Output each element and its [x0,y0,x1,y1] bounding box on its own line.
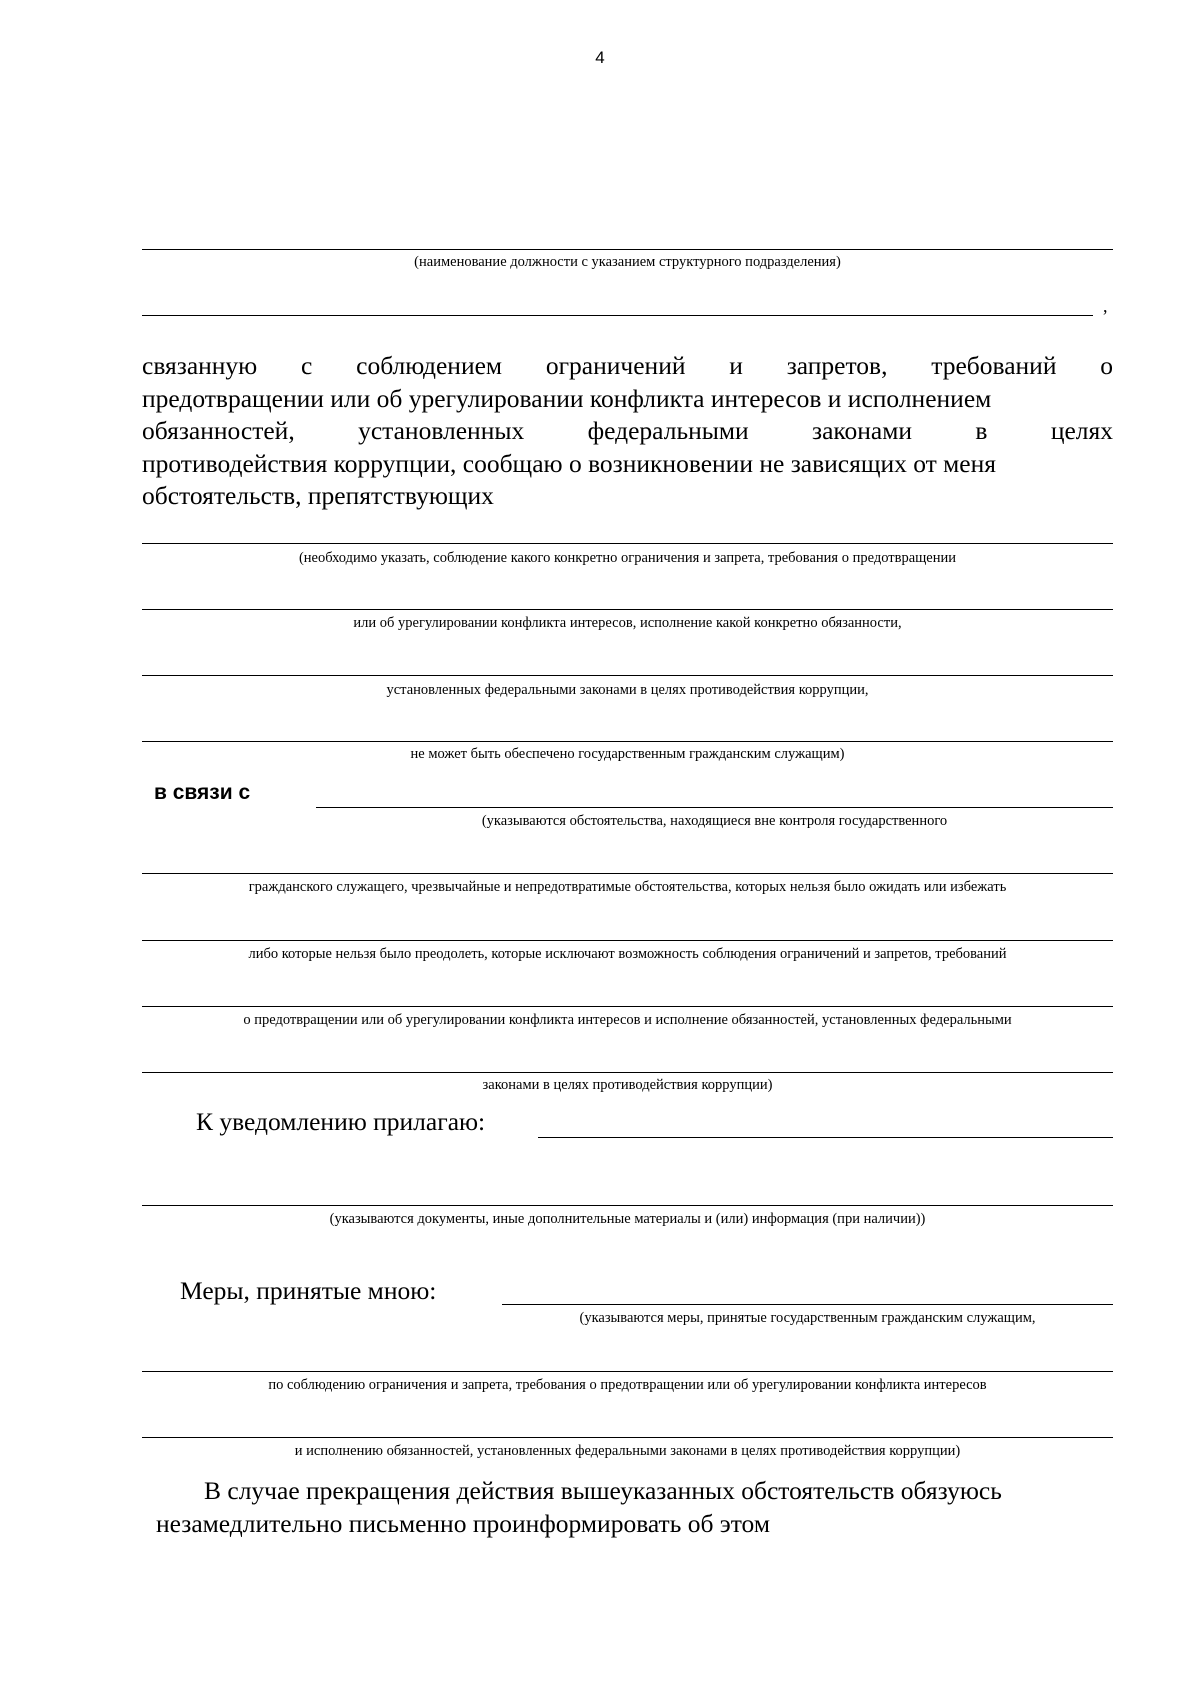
comma: , [1103,296,1108,316]
violation-caption-3: установленных федеральными законами в целях противодействия коррупции, [386,682,869,698]
circumstance-caption-3: либо которые нельзя было преодолеть, которые исключают возможность соблюдения ограничений и запретов, требований [248,946,1007,962]
paragraph-line: обстоятельств, препятствующих [142,481,494,510]
circumstance-line-5 [142,1072,1113,1073]
measures-caption-2: по соблюдению ограничения и запрета, требования о предотвращении или об урегулировании конфликта интересов [268,1377,987,1393]
circumstance-caption-1: (указываются обстоятельства, находящиеся вне контроля государственного [481,813,948,829]
circumstance-caption-4: о предотвращении или об урегулировании конфликта интересов и исполнение обязанностей, установленных федеральными [243,1012,1012,1028]
measures-line-3 [142,1437,1113,1438]
paragraph-line: обязанностей, установленных федеральными законами в целях [142,416,1113,445]
main-paragraph [142,350,1113,513]
attach-label: К уведомлению прилагаю: [196,1107,486,1136]
paragraph-line: противодействия коррупции, сообщаю о возникновении не зависящих от меня [142,448,996,478]
measures-label: Меры, принятые мною: [180,1276,437,1305]
circumstance-line-1 [316,807,1113,808]
violation-caption-1: (необходимо указать, соблюдение какого конкретно ограничения и запрета, требования о предотвращении [298,550,957,566]
measures-caption-1: (указываются меры, принятые государственным гражданским служащим, [579,1310,1036,1326]
closing-line: незамедлительно письменно проинформировать об этом [156,1509,770,1538]
position-line-2 [142,315,1093,316]
violation-line-1 [142,543,1113,544]
violation-caption-2: или об урегулировании конфликта интересов, исполнение какой конкретно обязанности, [353,615,902,631]
measures-line-1 [502,1304,1113,1305]
circumstance-line-2 [142,873,1113,874]
attach-line-1 [538,1137,1113,1138]
page-number: 4 [595,48,605,67]
circumstance-line-4 [142,1006,1113,1007]
paragraph-line: предотвращении или об урегулировании конфликта интересов и исполнением [142,383,992,413]
violation-line-3 [142,675,1113,676]
violation-line-2 [142,609,1113,610]
circumstance-caption-5: законами в целях противодействия коррупции) [482,1077,773,1093]
closing-line: В случае прекращения действия вышеуказанных обстоятельств обязуюсь [204,1476,1002,1505]
in-connection-label: в связи с [154,781,251,804]
attach-caption: (указываются документы, иные дополнительные материалы и (или) информация (при наличии)) [329,1211,926,1227]
circumstance-caption-2: гражданского служащего, чрезвычайные и непредотвратимые обстоятельства, которых нельзя было ожидать или избежать [248,879,1007,895]
violation-line-4 [142,741,1113,742]
position-caption: (наименование должности с указанием структурного подразделения) [414,254,841,270]
measures-caption-3: и исполнению обязанностей, установленных федеральными законами в целях противодействия коррупции) [294,1443,961,1459]
closing-paragraph [156,1474,1002,1540]
circumstance-line-3 [142,940,1113,941]
paragraph-line: связанную с соблюдением ограничений и запретов, требований о [142,351,1113,380]
position-line [142,249,1113,250]
violation-caption-4: не может быть обеспечено государственным гражданским служащим) [410,746,845,762]
measures-line-2 [142,1371,1113,1372]
attach-line-2 [142,1205,1113,1206]
